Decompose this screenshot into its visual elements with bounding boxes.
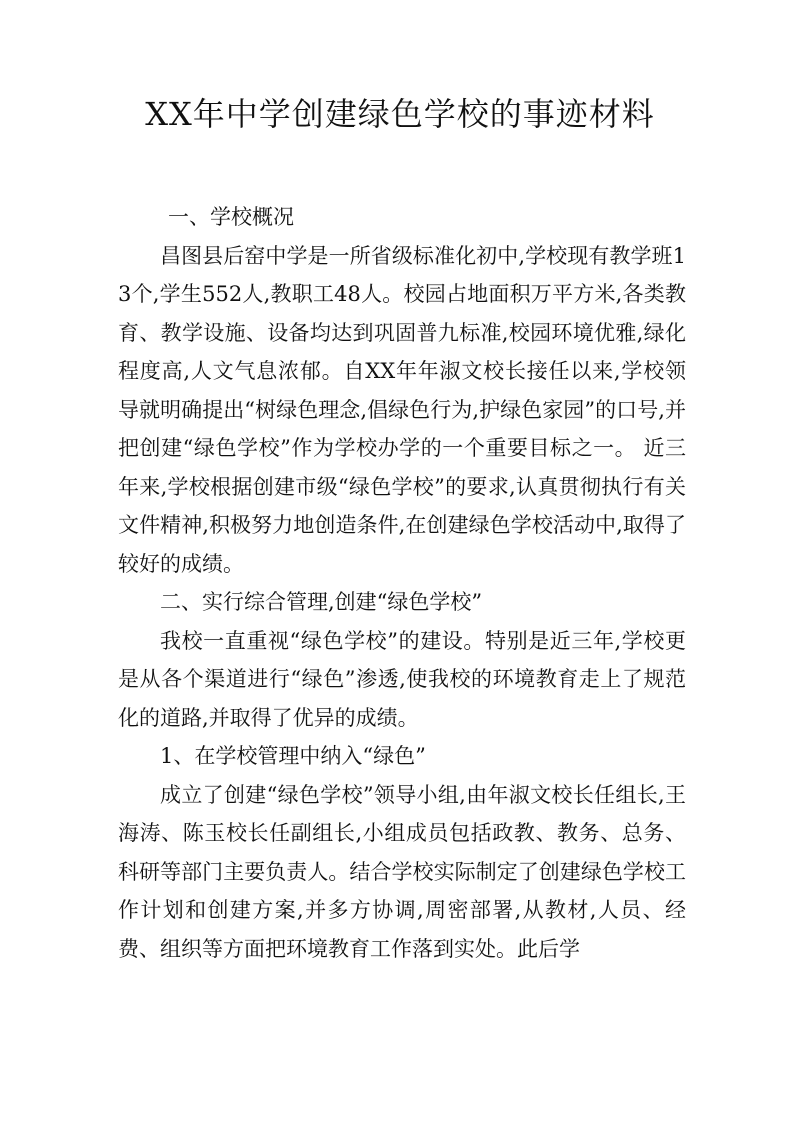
section-heading-overview: 一、学校概况: [168, 205, 294, 229]
document-body: [118, 198, 686, 968]
section-heading-management: 二、实行综合管理,创建“绿色学校”: [160, 590, 483, 614]
paragraph-overview: 昌图县后窑中学是一所省级标准化初中,学校现有教学班13个,学生552人,教职工48人。校园占地面积万平方米,各类教育、教学设施、设备均达到巩固普九标准,校园环境优雅,绿化程度高,人文气息浓郁。自XX年年淑文校长接任以来,学校领导就明确提出“树绿色理念,倡绿色行为,护绿色家园”的口号,并把创建“绿色学校”作为学校办学的一个重要目标之一。 近三年来,学校根据创建市级“绿色学校”的要求,认真贯彻执行有关文件精神,积极努力地创造条件,在创建绿色学校活动中,取得了较好的成绩。: [118, 243, 686, 576]
paragraph-green-management: 成立了创建“绿色学校”领导小组,由年淑文校长任组长,王海涛、陈玉校长任副组长,小组成员包括政教、教务、总务、科研等部门主要负责人。结合学校实际制定了创建绿色学校工作计划和创建方案,并多方协调,周密部署,从教材,人员、经费、组织等方面把环境教育工作落到实处。此后学: [118, 782, 686, 961]
paragraph-management: 我校一直重视“绿色学校”的建设。特别是近三年,学校更是从各个渠道进行“绿色”渗透,使我校的环境教育走上了规范化的道路,并取得了优异的成绩。: [118, 628, 686, 730]
subsection-heading-green-management: 1、在学校管理中纳入“绿色”: [160, 744, 426, 768]
document-title: XX年中学创建绿色学校的事迹材料: [145, 95, 655, 133]
